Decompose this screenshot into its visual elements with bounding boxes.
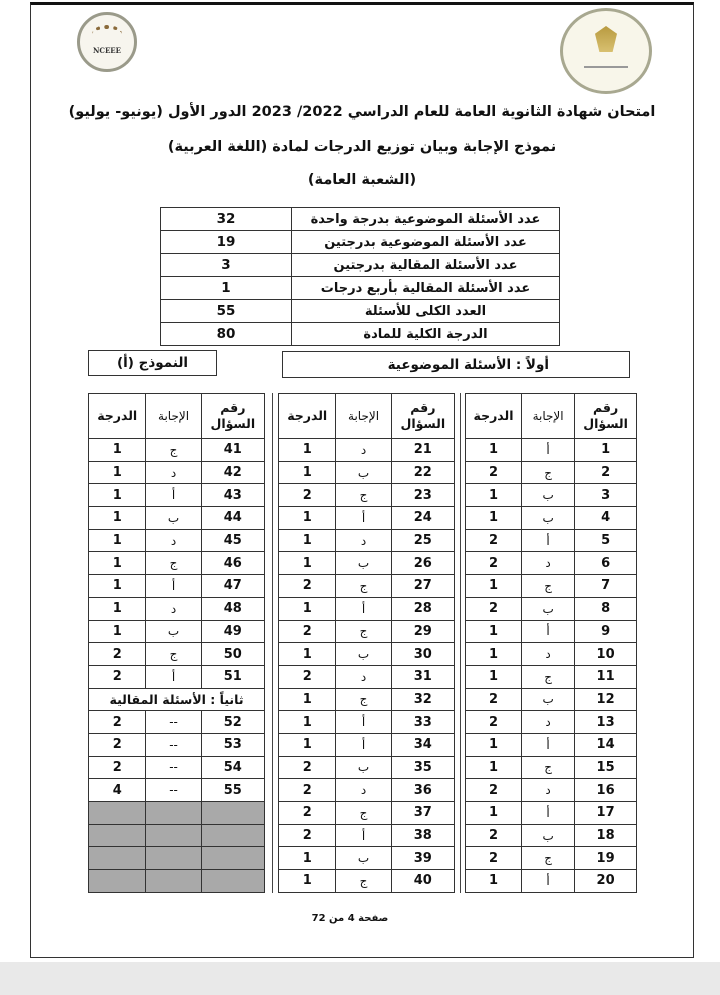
answer-table-1	[465, 393, 637, 893]
answer-row	[466, 620, 637, 643]
answer-cell: أ	[522, 620, 575, 643]
answer-cell: أ	[522, 802, 575, 825]
answer-cell: ب	[522, 688, 575, 711]
answer-cell: د	[522, 779, 575, 802]
grade-cell: 1	[279, 711, 336, 734]
grade-cell: 1	[279, 847, 336, 870]
question-number: 27	[391, 575, 454, 598]
answer-row	[279, 552, 455, 575]
answer-row	[466, 529, 637, 552]
answer-row	[279, 575, 455, 598]
question-number: 46	[201, 552, 264, 575]
question-number: 32	[391, 688, 454, 711]
answer-row	[466, 439, 637, 462]
grade-cell: 2	[89, 665, 146, 688]
question-number: 31	[391, 665, 454, 688]
question-number: 50	[201, 643, 264, 666]
question-number: 55	[201, 779, 264, 802]
answer-row	[89, 484, 265, 507]
answer-cell: ج	[522, 847, 575, 870]
exam-branch: (الشعبة العامة)	[307, 172, 417, 188]
empty-cell	[201, 847, 264, 870]
answer-row	[89, 665, 265, 688]
answer-cell: أ	[146, 484, 201, 507]
model-label: النموذج (أ)	[88, 350, 217, 376]
summary-row	[161, 300, 560, 323]
question-number: 11	[575, 665, 637, 688]
question-number: 7	[575, 575, 637, 598]
answer-cell: أ	[336, 711, 391, 734]
answer-row	[89, 779, 265, 802]
summary-label: عدد الأسئلة المقالية بدرجتين	[292, 254, 560, 277]
question-number: 42	[201, 461, 264, 484]
answer-cell: أ	[146, 575, 201, 598]
empty-cell	[89, 847, 146, 870]
grade-cell: 1	[466, 802, 522, 825]
question-number: 53	[201, 733, 264, 756]
question-number: 1	[575, 439, 637, 462]
section-essay-row	[89, 688, 265, 711]
summary-value: 3	[161, 254, 292, 277]
answer-row	[466, 575, 637, 598]
header-number: رقم السؤال	[201, 394, 264, 439]
empty-cell	[89, 870, 146, 893]
answer-cell: ج	[336, 484, 391, 507]
question-number: 54	[201, 756, 264, 779]
background-strip	[0, 962, 720, 995]
header-number: رقم السؤال	[391, 394, 454, 439]
empty-cell	[201, 802, 264, 825]
answer-cell: د	[146, 597, 201, 620]
grade-cell: 1	[279, 643, 336, 666]
grade-cell: 2	[279, 756, 336, 779]
answer-row	[279, 711, 455, 734]
grade-cell: 1	[466, 575, 522, 598]
question-number: 5	[575, 529, 637, 552]
grade-cell: 1	[466, 620, 522, 643]
answer-row	[466, 802, 637, 825]
answer-cell: ب	[336, 756, 391, 779]
empty-cell	[146, 847, 201, 870]
answer-cell: ج	[522, 575, 575, 598]
answer-row	[279, 665, 455, 688]
calligraphy-icon	[584, 56, 628, 68]
grade-cell: 1	[89, 461, 146, 484]
answer-row	[279, 847, 455, 870]
grade-cell: 1	[89, 620, 146, 643]
question-number: 19	[575, 847, 637, 870]
column-divider	[460, 393, 461, 893]
question-number: 6	[575, 552, 637, 575]
question-number: 22	[391, 461, 454, 484]
answer-row	[279, 461, 455, 484]
answer-row	[466, 688, 637, 711]
question-number: 40	[391, 870, 454, 893]
question-number: 18	[575, 824, 637, 847]
answer-row	[466, 507, 637, 530]
header-answer: الإجابة	[522, 394, 575, 439]
grade-cell: 2	[89, 756, 146, 779]
empty-cell	[89, 824, 146, 847]
grade-cell: 2	[466, 847, 522, 870]
question-number: 15	[575, 756, 637, 779]
empty-row	[89, 870, 265, 893]
header-grade: الدرجة	[279, 394, 336, 439]
answer-cell: ج	[336, 575, 391, 598]
grade-cell: 2	[279, 620, 336, 643]
grade-cell: 1	[466, 484, 522, 507]
answer-row	[466, 461, 637, 484]
question-number: 29	[391, 620, 454, 643]
answer-row	[466, 665, 637, 688]
grade-cell: 1	[89, 529, 146, 552]
section-essay-label: ثانياً : الأسئلة المقالية	[89, 688, 265, 711]
grade-cell: 1	[89, 484, 146, 507]
answer-row	[279, 779, 455, 802]
answer-row	[466, 597, 637, 620]
answer-cell: ب	[336, 461, 391, 484]
grade-cell: 1	[89, 552, 146, 575]
answer-cell: ج	[522, 665, 575, 688]
grade-cell: 2	[279, 802, 336, 825]
grade-cell: 1	[279, 870, 336, 893]
summary-value: 19	[161, 231, 292, 254]
answer-cell: ج	[336, 688, 391, 711]
summary-row	[161, 277, 560, 300]
question-number: 28	[391, 597, 454, 620]
answer-cell: ج	[146, 439, 201, 462]
answer-cell: د	[146, 529, 201, 552]
answer-cell: ج	[336, 870, 391, 893]
answer-cell: أ	[336, 733, 391, 756]
empty-cell	[146, 824, 201, 847]
empty-row	[89, 824, 265, 847]
column-divider	[272, 393, 273, 893]
answer-row	[279, 484, 455, 507]
answer-row	[89, 643, 265, 666]
answer-row	[279, 620, 455, 643]
answer-row	[89, 461, 265, 484]
question-number: 13	[575, 711, 637, 734]
empty-cell	[146, 870, 201, 893]
summary-table	[160, 207, 560, 346]
grade-cell: 2	[89, 733, 146, 756]
answer-cell: د	[522, 552, 575, 575]
question-number: 41	[201, 439, 264, 462]
question-number: 3	[575, 484, 637, 507]
grade-cell: 1	[279, 507, 336, 530]
grade-cell: 1	[89, 597, 146, 620]
answer-row	[89, 733, 265, 756]
grade-cell: 2	[466, 552, 522, 575]
empty-row	[89, 847, 265, 870]
question-number: 39	[391, 847, 454, 870]
answer-cell: ب	[336, 552, 391, 575]
summary-label: عدد الأسئلة المقالية بأربع درجات	[292, 277, 560, 300]
question-number: 14	[575, 733, 637, 756]
grade-cell: 1	[466, 870, 522, 893]
summary-row	[161, 231, 560, 254]
answer-cell: ب	[522, 484, 575, 507]
page-number: صفحة 4 من 72	[311, 913, 389, 924]
grade-cell: 1	[279, 529, 336, 552]
question-number: 43	[201, 484, 264, 507]
summary-value: 32	[161, 208, 292, 231]
question-number: 51	[201, 665, 264, 688]
answer-row	[89, 575, 265, 598]
answer-cell: د	[522, 643, 575, 666]
question-number: 8	[575, 597, 637, 620]
question-number: 20	[575, 870, 637, 893]
answer-cell: ج	[522, 756, 575, 779]
answer-row	[466, 756, 637, 779]
grade-cell: 1	[279, 688, 336, 711]
logo-left-text: NCEEE	[93, 45, 121, 55]
answer-cell: ج	[336, 620, 391, 643]
grade-cell: 2	[89, 711, 146, 734]
question-number: 52	[201, 711, 264, 734]
answer-cell: أ	[146, 665, 201, 688]
answer-table-3	[88, 393, 265, 893]
question-number: 38	[391, 824, 454, 847]
summary-label: العدد الكلى للأسئلة	[292, 300, 560, 323]
question-number: 4	[575, 507, 637, 530]
question-number: 24	[391, 507, 454, 530]
answer-row	[466, 824, 637, 847]
grade-cell: 1	[279, 733, 336, 756]
answer-cell: أ	[336, 507, 391, 530]
answer-cell: ب	[146, 620, 201, 643]
grade-cell: 1	[279, 461, 336, 484]
answer-cell: د	[336, 665, 391, 688]
summary-row	[161, 323, 560, 346]
question-number: 47	[201, 575, 264, 598]
empty-cell	[146, 802, 201, 825]
summary-row	[161, 208, 560, 231]
answer-cell: د	[522, 711, 575, 734]
grade-cell: 1	[466, 439, 522, 462]
question-number: 12	[575, 688, 637, 711]
grade-cell: 2	[466, 529, 522, 552]
grade-cell: 2	[466, 597, 522, 620]
answer-cell: ب	[336, 643, 391, 666]
answer-cell: د	[336, 439, 391, 462]
grade-cell: 2	[279, 575, 336, 598]
answer-row	[466, 643, 637, 666]
answer-cell: --	[146, 779, 201, 802]
answer-cell: د	[336, 779, 391, 802]
answer-row	[279, 597, 455, 620]
answer-cell: أ	[336, 824, 391, 847]
grade-cell: 2	[466, 688, 522, 711]
summary-label: الدرجة الكلية للمادة	[292, 323, 560, 346]
answer-row	[466, 711, 637, 734]
summary-value: 80	[161, 323, 292, 346]
answer-cell: أ	[522, 529, 575, 552]
grade-cell: 2	[89, 643, 146, 666]
question-number: 34	[391, 733, 454, 756]
answer-cell: --	[146, 756, 201, 779]
empty-cell	[201, 824, 264, 847]
answer-row	[89, 529, 265, 552]
answer-row	[279, 824, 455, 847]
grade-cell: 1	[279, 439, 336, 462]
question-number: 26	[391, 552, 454, 575]
answer-cell: ج	[336, 802, 391, 825]
question-number: 48	[201, 597, 264, 620]
grade-cell: 4	[89, 779, 146, 802]
answer-table-2	[278, 393, 455, 893]
answer-row	[466, 552, 637, 575]
answer-cell: --	[146, 733, 201, 756]
answer-cell: د	[146, 461, 201, 484]
answer-cell: ج	[522, 461, 575, 484]
eagle-emblem-icon	[595, 26, 617, 52]
question-number: 33	[391, 711, 454, 734]
exam-subtitle: نموذج الإجابة وبيان توزيع الدرجات لمادة (اللغة العربية)	[167, 139, 557, 155]
question-number: 44	[201, 507, 264, 530]
answer-cell: ب	[522, 597, 575, 620]
grade-cell: 1	[89, 507, 146, 530]
answer-cell: --	[146, 711, 201, 734]
exam-title: امتحان شهادة الثانوية العامة للعام الدراسي 2022/ 2023 الدور الأول (يونيو- يوليو)	[68, 104, 656, 120]
answer-cell: ب	[522, 507, 575, 530]
question-number: 17	[575, 802, 637, 825]
answer-row	[279, 529, 455, 552]
answer-row	[89, 439, 265, 462]
grade-cell: 2	[466, 461, 522, 484]
answer-cell: ب	[146, 507, 201, 530]
question-number: 2	[575, 461, 637, 484]
answer-cell: ج	[146, 552, 201, 575]
question-number: 37	[391, 802, 454, 825]
grade-cell: 1	[89, 439, 146, 462]
question-number: 21	[391, 439, 454, 462]
answer-row	[279, 688, 455, 711]
answer-row	[89, 507, 265, 530]
question-number: 45	[201, 529, 264, 552]
answer-row	[89, 597, 265, 620]
grade-cell: 2	[279, 665, 336, 688]
answer-row	[466, 484, 637, 507]
answer-row	[279, 802, 455, 825]
answer-row	[89, 756, 265, 779]
grade-cell: 2	[279, 824, 336, 847]
answer-row	[466, 847, 637, 870]
answer-row	[279, 507, 455, 530]
answer-cell: أ	[522, 733, 575, 756]
header-number: رقم السؤال	[575, 394, 637, 439]
empty-cell	[89, 802, 146, 825]
grade-cell: 1	[279, 597, 336, 620]
grade-cell: 1	[466, 665, 522, 688]
answer-cell: أ	[522, 439, 575, 462]
logo-arc-icon	[92, 25, 122, 43]
answer-row	[89, 552, 265, 575]
summary-label: عدد الأسئلة الموضوعية بدرجة واحدة	[292, 208, 560, 231]
question-number: 9	[575, 620, 637, 643]
answer-row	[466, 733, 637, 756]
answer-cell: ب	[522, 824, 575, 847]
answer-row	[279, 439, 455, 462]
grade-cell: 2	[466, 711, 522, 734]
grade-cell: 1	[466, 643, 522, 666]
answer-cell: ج	[146, 643, 201, 666]
answer-row	[279, 733, 455, 756]
ministry-logo	[560, 8, 652, 94]
grade-cell: 2	[466, 824, 522, 847]
header-answer: الإجابة	[146, 394, 201, 439]
header-answer: الإجابة	[336, 394, 391, 439]
answer-row	[466, 870, 637, 893]
answer-cell: د	[336, 529, 391, 552]
grade-cell: 1	[89, 575, 146, 598]
summary-value: 55	[161, 300, 292, 323]
question-number: 16	[575, 779, 637, 802]
header-grade: الدرجة	[89, 394, 146, 439]
grade-cell: 2	[466, 779, 522, 802]
question-number: 35	[391, 756, 454, 779]
header-grade: الدرجة	[466, 394, 522, 439]
answer-cell: أ	[522, 870, 575, 893]
grade-cell: 2	[279, 779, 336, 802]
summary-value: 1	[161, 277, 292, 300]
empty-row	[89, 802, 265, 825]
grade-cell: 2	[279, 484, 336, 507]
answer-row	[89, 711, 265, 734]
answer-row	[279, 870, 455, 893]
answer-row	[89, 620, 265, 643]
answer-row	[279, 643, 455, 666]
summary-label: عدد الأسئلة الموضوعية بدرجتين	[292, 231, 560, 254]
grade-cell: 1	[279, 552, 336, 575]
question-number: 10	[575, 643, 637, 666]
section-objective-label: أولاً : الأسئلة الموضوعية	[282, 351, 630, 378]
grade-cell: 1	[466, 733, 522, 756]
question-number: 36	[391, 779, 454, 802]
question-number: 25	[391, 529, 454, 552]
empty-cell	[201, 870, 264, 893]
nceee-logo	[77, 12, 137, 72]
answer-cell: ب	[336, 847, 391, 870]
grade-cell: 1	[466, 507, 522, 530]
answer-cell: أ	[336, 597, 391, 620]
answer-row	[279, 756, 455, 779]
question-number: 23	[391, 484, 454, 507]
grade-cell: 1	[466, 756, 522, 779]
question-number: 49	[201, 620, 264, 643]
summary-row	[161, 254, 560, 277]
answer-row	[466, 779, 637, 802]
question-number: 30	[391, 643, 454, 666]
